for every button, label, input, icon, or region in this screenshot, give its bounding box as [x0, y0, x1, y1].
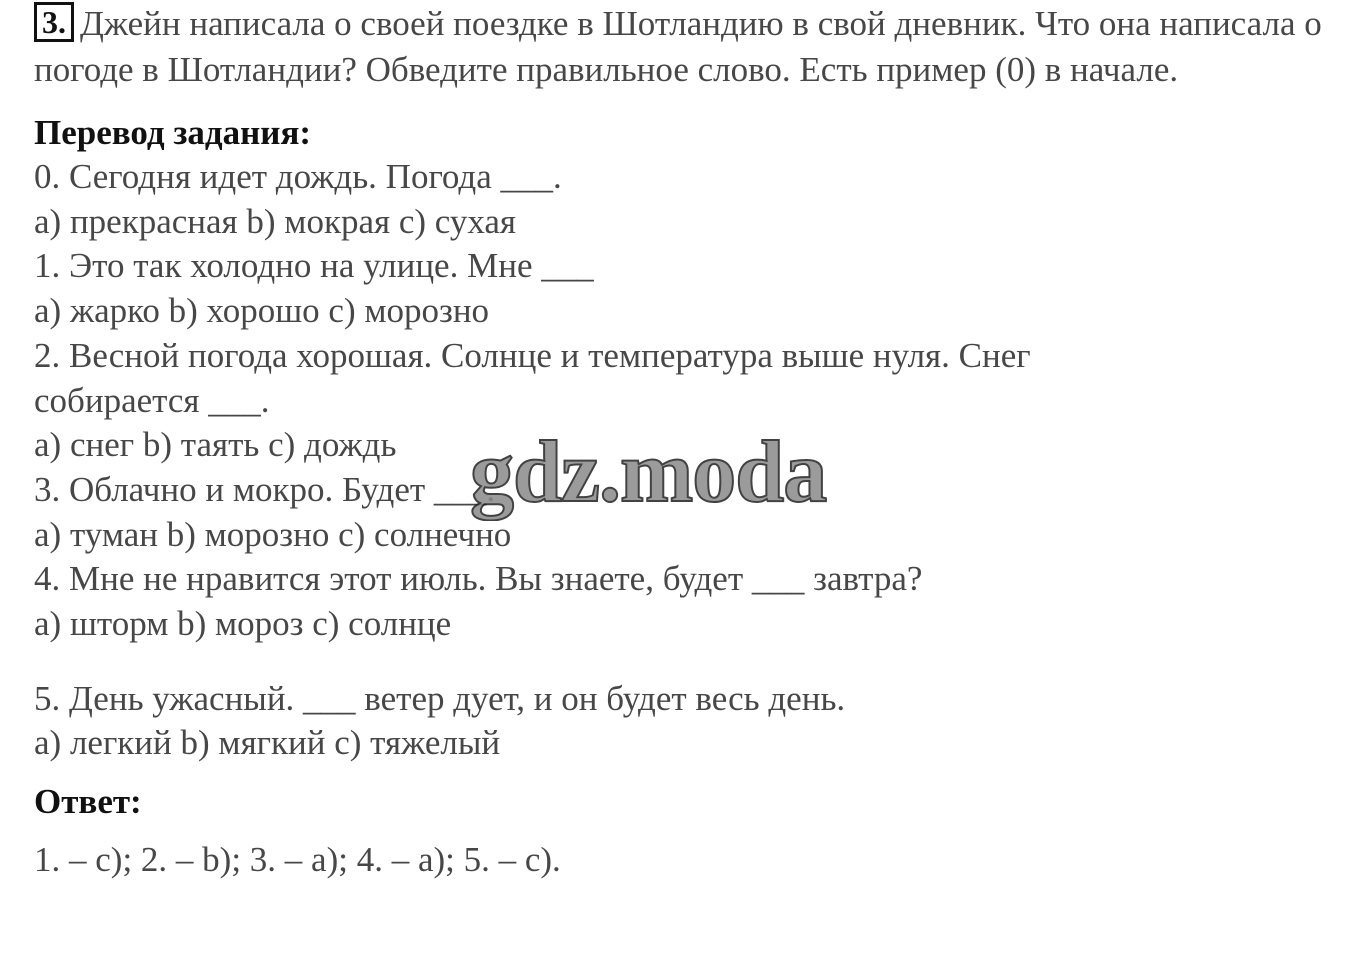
translation-line: 5. День ужасный. ___ ветер дует, и он будет весь день. [34, 678, 846, 718]
translation-line: 1. Это так холодно на улице. Мне ___ [34, 246, 594, 286]
translation-line: a) легкий b) мягкий c) тяжелый [34, 723, 501, 763]
translation-line: a) прекрасная b) мокрая c) сухая [34, 201, 517, 241]
task-instruction: Джейн написала о своей поездке в Шотландию в свой дневник. Что она написала о погоде в Шотландии? Обведите правильное слово. Есть пример (0) в начале. [34, 4, 1322, 89]
translation-line: a) жарко b) хорошо c) морозно [34, 291, 490, 331]
answer-heading: Ответ: [34, 782, 142, 822]
translation-line: 0. Сегодня идет дождь. Погода ___. [34, 157, 562, 196]
translation-line: собирается ___. [34, 380, 270, 420]
task-number: 3. [34, 2, 74, 42]
translation-line: a) туман b) морозно c) солнечно [34, 514, 512, 554]
translation-line: a) снег b) таять c) дождь [34, 425, 397, 465]
task-text [34, 1, 1344, 93]
answer-text: 1. – c); 2. – b); 3. – a); 4. – a); 5. – c). [34, 840, 561, 880]
translation-heading: Перевод задания: [34, 113, 312, 152]
translation-line: a) шторм b) мороз c) солнце [34, 604, 452, 644]
translation-line: 4. Мне не нравится этот июль. Вы знаете, будет ___ завтра? [34, 559, 923, 599]
translation-line: 3. Облачно и мокро. Будет ___. [34, 469, 496, 509]
translation-line: 2. Весной погода хорошая. Солнце и температура выше нуля. Снег [34, 335, 1031, 375]
watermark-logo: gdz.moda [470, 424, 827, 521]
